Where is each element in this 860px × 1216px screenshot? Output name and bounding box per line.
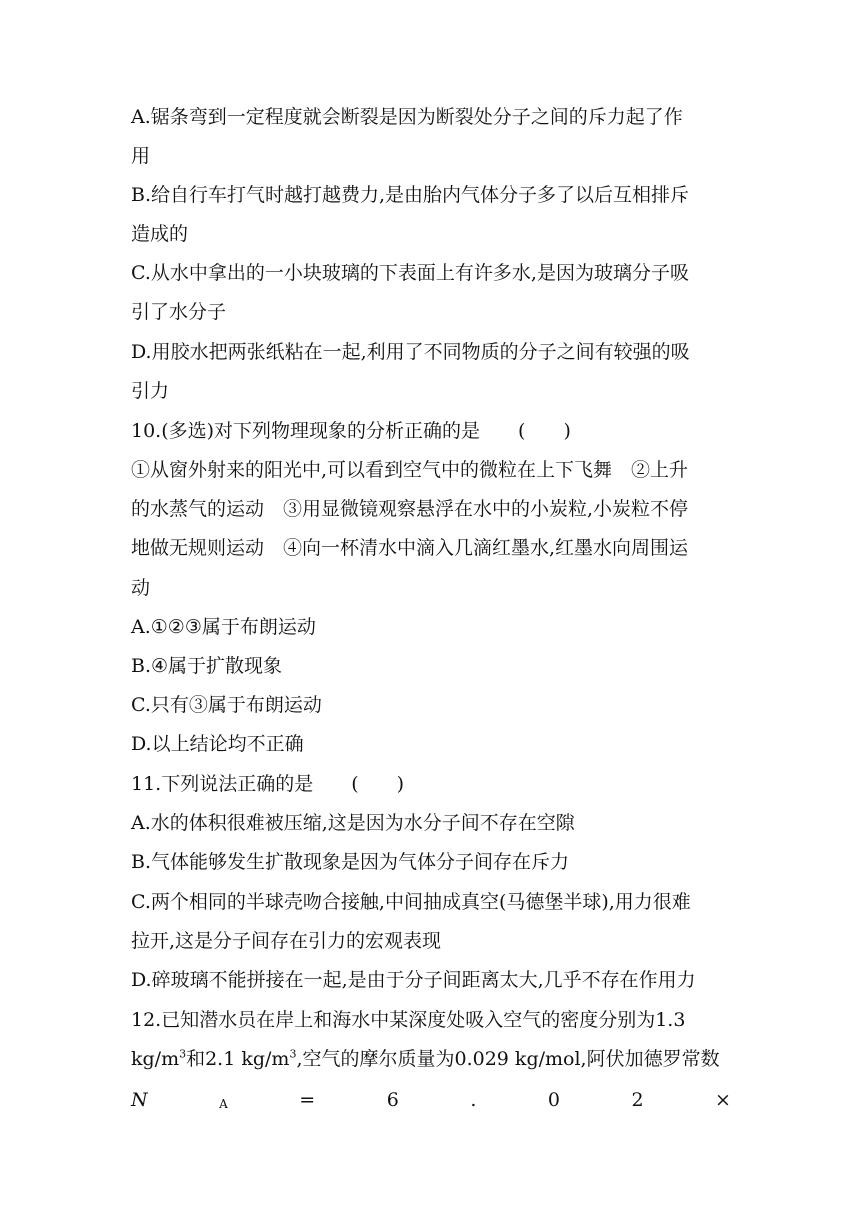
q10-phenomena-line2: 的水蒸气的运动 ③用显微镜观察悬浮在水中的小炭粒,小炭粒不停: [131, 498, 689, 520]
q10-answer-paren: ( ): [518, 420, 571, 442]
q9-option-a-line2: 用: [131, 145, 151, 167]
q11-answer-paren: ( ): [351, 773, 405, 795]
q11-option-a: A.水的体积很难被压缩,这是因为水分子间不存在空隙: [131, 812, 575, 834]
q10-stem-line: [131, 419, 731, 443]
q12-equals: =: [299, 1089, 316, 1111]
q11-option-b: B.气体能够发生扩散现象是因为气体分子间存在斥力: [131, 851, 570, 873]
q10-option-c: C.只有③属于布朗运动: [131, 694, 322, 716]
q9-option-a-line1: A.锯条弯到一定程度就会断裂是因为断裂处分子之间的斥力起了作: [131, 106, 683, 128]
q12-line1: 12.已知潜水员在岸上和海水中某深度处吸入空气的密度分别为1.3: [131, 1009, 686, 1031]
q12-exponent-2: 3: [289, 1047, 297, 1061]
q12-digit-2: 2: [631, 1089, 644, 1111]
q12-decimal-point: .: [470, 1089, 477, 1111]
q12-digit-6: 6: [386, 1089, 399, 1111]
q12-times-sign: ×: [715, 1089, 731, 1111]
q10-phenomena-line3: 地做无规则运动 ④向一杯清水中滴入几滴红墨水,红墨水向周围运: [131, 537, 689, 559]
q10-option-a: A.①②③属于布朗运动: [131, 616, 316, 638]
q12-exponent-1: 3: [179, 1047, 187, 1061]
q12-line3: [131, 1088, 731, 1112]
q10-stem: 10.(多选)对下列物理现象的分析正确的是: [131, 420, 481, 442]
q12-digit-0: 0: [547, 1089, 560, 1111]
q12-line2-rest: ,空气的摩尔质量为0.029 kg/mol,阿伏加德罗常数: [296, 1048, 720, 1070]
q10-phenomena-line1: ①从窗外射来的阳光中,可以看到空气中的微粒在上下飞舞 ②上升: [131, 459, 689, 481]
q11-option-c-line1: C.两个相同的半球壳吻合接触,中间抽成真空(马德堡半球),用力很难: [131, 891, 691, 913]
q10-option-d: D.以上结论均不正确: [131, 733, 304, 755]
q9-option-b-line1: B.给自行车打气时越打越费力,是由胎内气体分子多了以后互相排斥: [131, 184, 690, 206]
q11-stem-line: [131, 772, 731, 796]
q9-option-c-line2: 引了水分子: [131, 301, 227, 323]
q11-option-c-line2: 拉开,这是分子间存在引力的宏观表现: [131, 930, 442, 952]
q9-option-d-line1: D.用胶水把两张纸粘在一起,利用了不同物质的分子之间有较强的吸: [131, 341, 690, 363]
q10-phenomena-line4: 动: [131, 577, 151, 599]
q9-option-d-line2: 引力: [131, 380, 170, 402]
q12-unit-2: 和2.1 kg/m: [186, 1048, 290, 1070]
q12-avogadro-subscript: A: [219, 1097, 228, 1111]
q11-option-d: D.碎玻璃不能拼接在一起,是由于分子间距离太大,几乎不存在作用力: [131, 969, 696, 991]
q9-option-c-line1: C.从水中拿出的一小块玻璃的下表面上有许多水,是因为玻璃分子吸: [131, 262, 689, 284]
q12-unit-1: kg/m: [131, 1048, 180, 1070]
q9-option-b-line2: 造成的: [131, 223, 189, 245]
q10-option-b: B.④属于扩散现象: [131, 655, 283, 677]
q12-line2: [131, 1047, 731, 1071]
q12-avogadro-symbol: N: [131, 1089, 148, 1111]
q11-stem: 11.下列说法正确的是: [131, 773, 314, 795]
